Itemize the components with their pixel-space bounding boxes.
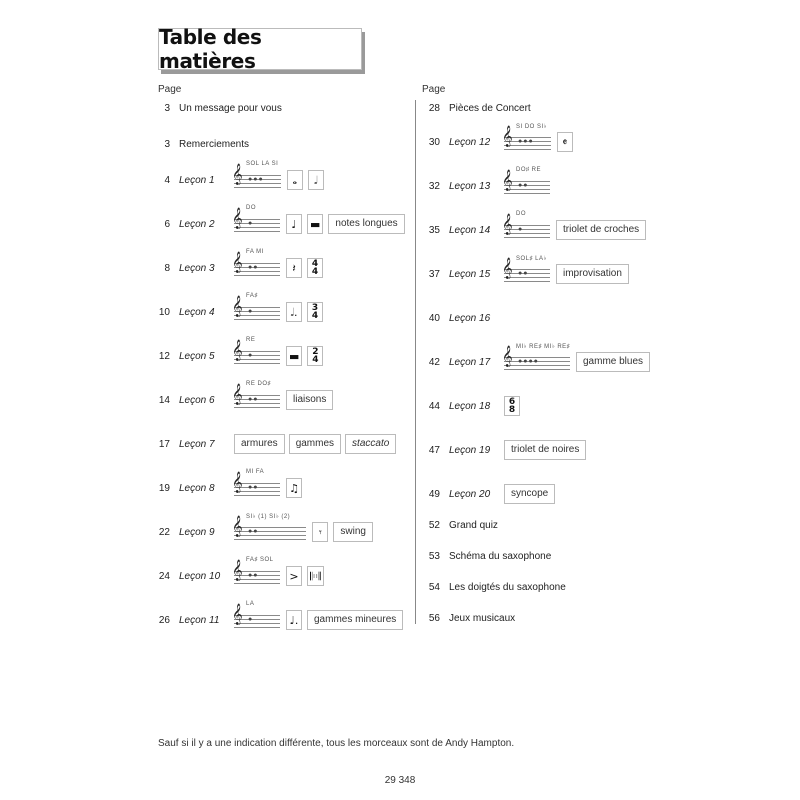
concept-tag: liaisons — [286, 390, 333, 410]
note-names: MI♭ RE♯ MI♭ RE♯ — [516, 344, 571, 350]
toc-entry[interactable] — [150, 96, 282, 120]
treble-clef-icon: 𝄞 — [502, 214, 513, 235]
music-symbol-icon: ♫ — [286, 478, 302, 498]
toc-entry-label: Leçon 14 — [449, 224, 491, 236]
music-staff — [232, 293, 280, 320]
toc-page-number: 6 — [164, 218, 170, 230]
toc-entry[interactable] — [420, 344, 654, 374]
toc-entry-label: Jeux musicaux — [449, 612, 516, 624]
toc-entry[interactable] — [420, 575, 566, 599]
note-names: RE DO♯ — [246, 381, 272, 387]
time-signature-bottom: 8 — [508, 405, 516, 415]
treble-clef-icon: 𝄞 — [232, 516, 243, 537]
toc-page-number: 22 — [158, 526, 170, 538]
toc-entry[interactable] — [420, 544, 551, 568]
toc-entry[interactable] — [150, 381, 337, 412]
toc-entry-label: Schéma du saxophone — [449, 550, 552, 562]
page-column-header-left: Page — [158, 84, 182, 95]
note-heads-icon: ●●●● — [518, 358, 539, 365]
note-names: FA♯ — [246, 293, 258, 299]
toc-entry-label: Leçon 19 — [449, 444, 491, 456]
toc-entry[interactable] — [420, 513, 498, 537]
toc-page-number: 26 — [158, 614, 170, 626]
note-heads-icon: ●● — [518, 182, 529, 189]
concept-tag: notes longues — [328, 214, 404, 234]
treble-clef-icon: 𝄞 — [232, 164, 243, 185]
toc-page-number: 30 — [428, 136, 440, 148]
concept-tag: triolet de noires — [504, 440, 586, 460]
toc-entry-label: Leçon 6 — [179, 394, 215, 406]
time-signature-icon — [307, 302, 323, 322]
note-heads-icon: ●●● — [248, 176, 264, 183]
time-signature-icon — [307, 258, 323, 278]
note-names: SOL LA SI — [246, 161, 279, 167]
note-heads-icon: ● — [248, 220, 254, 227]
music-staff — [232, 469, 280, 496]
toc-page-number: 10 — [158, 306, 170, 318]
page-number: 29 348 — [384, 775, 416, 786]
toc-page-number: 17 — [158, 438, 170, 450]
toc-page-number: 40 — [428, 312, 440, 324]
toc-page-number: 12 — [158, 350, 170, 362]
music-staff — [502, 256, 550, 282]
note-heads-icon: ●●● — [518, 138, 534, 145]
page-column-header-right: Page — [422, 84, 446, 95]
note-names: SI DO SI♭ — [516, 124, 548, 130]
toc-entry-label: Leçon 1 — [179, 174, 215, 186]
toc-entry-label: Leçon 10 — [179, 570, 221, 582]
time-signature-bottom: 4 — [311, 267, 319, 277]
treble-clef-icon: 𝄞 — [232, 252, 243, 273]
time-signature-bottom: 4 — [312, 355, 319, 365]
concept-tag: gamme blues — [576, 352, 650, 372]
music-symbol-icon: ▬ — [286, 346, 302, 366]
music-staff — [502, 167, 550, 194]
toc-page-number: 47 — [428, 444, 440, 456]
toc-page-number: 49 — [428, 488, 440, 500]
music-staff — [232, 205, 280, 232]
toc-entry[interactable] — [150, 205, 409, 236]
toc-entry[interactable] — [420, 211, 650, 242]
toc-entry[interactable] — [150, 557, 329, 588]
column-divider — [415, 100, 416, 624]
time-signature-icon — [504, 396, 520, 416]
page-title: Table des matières — [159, 25, 262, 73]
note-heads-icon: ● — [248, 352, 254, 359]
concept-tag: gammes — [289, 434, 341, 454]
toc-page-number: 52 — [428, 519, 440, 531]
toc-page-number: 3 — [164, 102, 170, 114]
concept-tag: triolet de croches — [556, 220, 646, 240]
toc-page-number: 37 — [428, 268, 440, 280]
toc-page-number: 32 — [428, 180, 440, 192]
toc-page-number: 3 — [164, 138, 170, 150]
treble-clef-icon: 𝄞 — [502, 258, 513, 279]
note-names: SI♭ (1) SI♭ (2) — [246, 514, 291, 520]
toc-page-number: 56 — [428, 612, 440, 624]
toc-entry[interactable] — [150, 249, 328, 280]
toc-entry[interactable] — [150, 469, 307, 500]
time-signature-top: 6 — [508, 397, 516, 407]
toc-entry-label: Leçon 7 — [179, 438, 215, 450]
music-staff — [232, 249, 280, 276]
treble-clef-icon: 𝄞 — [502, 346, 513, 367]
music-staff — [502, 124, 551, 150]
note-heads-icon: ●● — [248, 396, 259, 403]
footer-note: Sauf si il y a une indication différente, tous les morceaux sont de Andy Hampton. — [158, 738, 515, 749]
toc-page-number: 28 — [428, 102, 440, 114]
toc-page-number: 54 — [428, 581, 440, 593]
toc-entry[interactable] — [150, 293, 328, 324]
toc-entry[interactable] — [150, 432, 400, 456]
concept-tag: improvisation — [556, 264, 629, 284]
treble-clef-icon: 𝄞 — [232, 340, 243, 361]
time-signature-bottom: 4 — [311, 311, 319, 321]
music-symbol-icon: 𝄆𝄇 — [307, 566, 324, 586]
music-staff — [232, 381, 280, 408]
toc-entry[interactable] — [420, 482, 559, 506]
toc-entry-label: Leçon 4 — [179, 306, 215, 318]
toc-page-number: 44 — [428, 400, 440, 412]
treble-clef-icon: 𝄞 — [232, 296, 243, 317]
note-names: SOL♯ LA♭ — [516, 256, 547, 262]
toc-page-number: 14 — [158, 394, 170, 406]
note-heads-icon: ●● — [248, 484, 259, 491]
music-symbol-icon: 𝅗𝅥. — [286, 302, 302, 322]
music-symbol-icon: 𝄾 — [312, 522, 328, 542]
toc-entry-label: Leçon 15 — [449, 268, 491, 280]
time-signature-top: 4 — [311, 259, 319, 269]
toc-page-number: 42 — [428, 356, 440, 368]
toc-entry[interactable] — [420, 167, 556, 198]
toc-entry-label: Leçon 3 — [179, 262, 215, 274]
toc-entry-label: Un message pour vous — [179, 102, 282, 114]
toc-entry-label: Leçon 16 — [449, 312, 491, 324]
toc-entry[interactable] — [420, 306, 498, 330]
treble-clef-icon: 𝄞 — [232, 560, 243, 581]
note-heads-icon: ● — [248, 616, 254, 623]
toc-entry[interactable] — [420, 438, 590, 462]
note-heads-icon: ●● — [248, 572, 259, 579]
note-names: MI FA — [246, 469, 265, 475]
concept-tag: armures — [234, 434, 285, 454]
note-names: LA — [246, 601, 255, 607]
toc-entry[interactable] — [420, 606, 515, 630]
toc-entry-label: Leçon 11 — [179, 614, 220, 626]
note-names: RE — [246, 337, 256, 343]
toc-page-number: 4 — [164, 174, 170, 186]
music-symbol-icon: ♩. — [286, 610, 302, 630]
music-staff — [502, 211, 550, 238]
treble-clef-icon: 𝄞 — [232, 604, 243, 625]
note-heads-icon: ● — [248, 308, 254, 315]
toc-entry-label: Grand quiz — [449, 519, 498, 531]
toc-page-number: 19 — [158, 482, 170, 494]
note-heads-icon: ●● — [248, 264, 259, 271]
music-symbol-icon: 𝅗𝅥 — [308, 170, 324, 190]
toc-entry[interactable] — [420, 256, 633, 286]
toc-entry[interactable] — [420, 96, 531, 120]
music-symbol-icon: 𝄽 — [286, 258, 302, 278]
toc-entry[interactable] — [150, 514, 377, 544]
toc-page-number: 8 — [164, 262, 170, 274]
toc-entry-label: Les doigtés du saxophone — [449, 581, 566, 593]
treble-clef-icon: 𝄞 — [232, 208, 243, 229]
concept-tag: swing — [333, 522, 373, 542]
toc-entry-label: Leçon 20 — [449, 488, 491, 500]
toc-entry-label: Leçon 5 — [179, 350, 215, 362]
time-signature-icon — [307, 346, 323, 366]
music-staff — [232, 514, 306, 540]
music-staff — [232, 337, 280, 364]
title-box — [158, 25, 362, 73]
toc-entry-label: Leçon 18 — [449, 400, 491, 412]
concept-tag: gammes mineures — [307, 610, 403, 630]
treble-clef-icon: 𝄞 — [232, 472, 243, 493]
toc-entry-label: Leçon 2 — [179, 218, 215, 230]
music-symbol-icon: 𝅝 — [287, 170, 303, 190]
note-names: FA MI — [246, 249, 264, 255]
toc-entry[interactable] — [420, 124, 578, 154]
toc-page-number: 24 — [158, 570, 170, 582]
treble-clef-icon: 𝄞 — [502, 170, 513, 191]
toc-entry-label: Remerciements — [179, 138, 250, 150]
concept-tag: syncope — [504, 484, 555, 504]
toc-page-number: 35 — [428, 224, 440, 236]
treble-clef-icon: 𝄞 — [502, 126, 513, 147]
music-symbol-icon: ▬ — [307, 214, 323, 234]
toc-entry-label: Leçon 8 — [179, 482, 215, 494]
toc-entry-label: Leçon 13 — [449, 180, 491, 192]
note-heads-icon: ●● — [518, 270, 529, 277]
toc-entry-label: Leçon 12 — [449, 136, 491, 148]
toc-entry-label: Leçon 9 — [179, 526, 215, 538]
music-symbol-icon: ♩ — [286, 214, 302, 234]
toc-page-number: 53 — [428, 550, 440, 562]
toc-entry[interactable] — [150, 601, 407, 632]
music-symbol-icon: > — [286, 566, 302, 586]
note-heads-icon: ●● — [248, 528, 259, 535]
note-names: DO — [516, 211, 526, 217]
music-staff — [232, 161, 281, 188]
music-staff — [232, 557, 280, 584]
music-staff — [502, 344, 571, 370]
note-heads-icon: ● — [518, 226, 524, 233]
treble-clef-icon: 𝄞 — [232, 384, 243, 405]
toc-entry-label: Pièces de Concert — [449, 102, 531, 114]
toc-entry[interactable] — [150, 132, 249, 156]
note-names: FA♯ SOL — [246, 557, 274, 563]
note-names: DO — [246, 205, 256, 211]
toc-entry[interactable] — [420, 394, 525, 418]
time-signature-top: 3 — [311, 303, 319, 313]
toc-entry[interactable] — [150, 337, 328, 368]
music-symbol-icon: 𝄵 — [557, 132, 573, 152]
toc-entry-label: Leçon 17 — [449, 356, 491, 368]
music-staff — [232, 601, 280, 628]
time-signature-top: 2 — [312, 347, 319, 357]
toc-entry[interactable] — [150, 161, 329, 192]
concept-tag: staccato — [345, 434, 396, 454]
note-names: DO♯ RE — [516, 167, 542, 173]
